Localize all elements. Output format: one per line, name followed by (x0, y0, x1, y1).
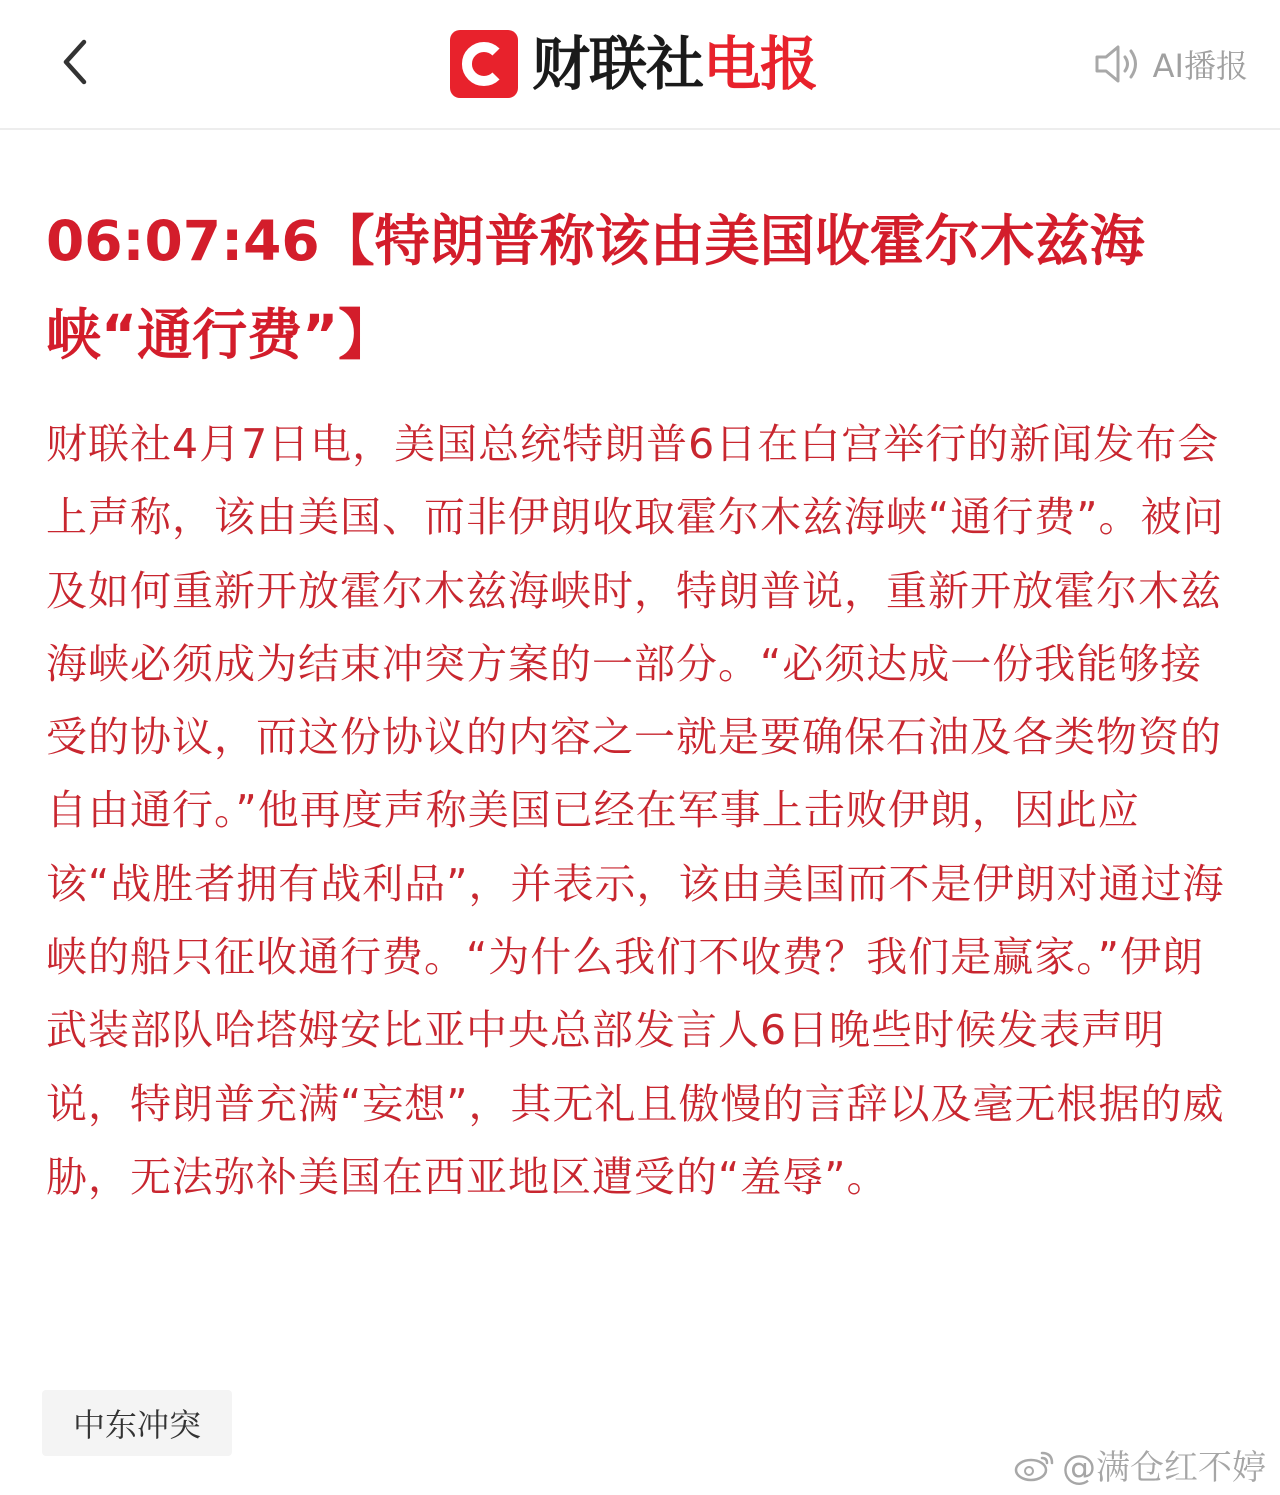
article-headline: 06:07:46【特朗普称该由美国收霍尔木兹海峡“通行费”】 (46, 209, 1145, 367)
ai-broadcast-button[interactable] (1093, 38, 1248, 90)
watermark (1012, 1440, 1266, 1489)
brand-name: 财联社 (532, 30, 704, 98)
brand-suffix: 电报 (703, 30, 818, 98)
logo-c-icon (450, 30, 518, 98)
brand-logo-group (450, 28, 817, 100)
article-body: 财联社4月7日电，美国总统特朗普6日在白宫举行的新闻发布会上声称，该由美国、而非伊朗收取霍尔木兹海峡“通行费”。被问及如何重新开放霍尔木兹海峡时，特朗普说，重新开放霍尔木兹海峡必须成为结束冲突方案的一部分。“必须达成一份我能够接受的协议，而这份协议的内容之一就是要确保石油及各类物资的自由通行。”他再度声称美国已经在军事上击败伊朗，因此应该“战胜者拥有战利品”，并表示，该由美国而不是伊朗对通过海峡的船只征收通行费。“为什么我们不收费？我们是赢家。”伊朗武装部队哈塔姆安比亚中央总部发言人6日晚些时候发表声明说，特朗普充满“妄想”，其无礼且傲慢的言辞以及毫无根据的威胁，无法弥补美国在西亚地区遭受的“羞辱”。 (46, 420, 1225, 1201)
back-button[interactable] (48, 30, 108, 94)
weibo-icon (1012, 1447, 1056, 1483)
topic-tag[interactable]: 中东冲突 (42, 1390, 232, 1456)
ai-broadcast-label: AI播报 (1152, 47, 1248, 85)
watermark-text: @满仓红不婷 (1062, 1448, 1266, 1488)
speaker-icon (1093, 42, 1143, 86)
back-arrow-icon (48, 30, 108, 94)
top-header (0, 0, 1280, 130)
